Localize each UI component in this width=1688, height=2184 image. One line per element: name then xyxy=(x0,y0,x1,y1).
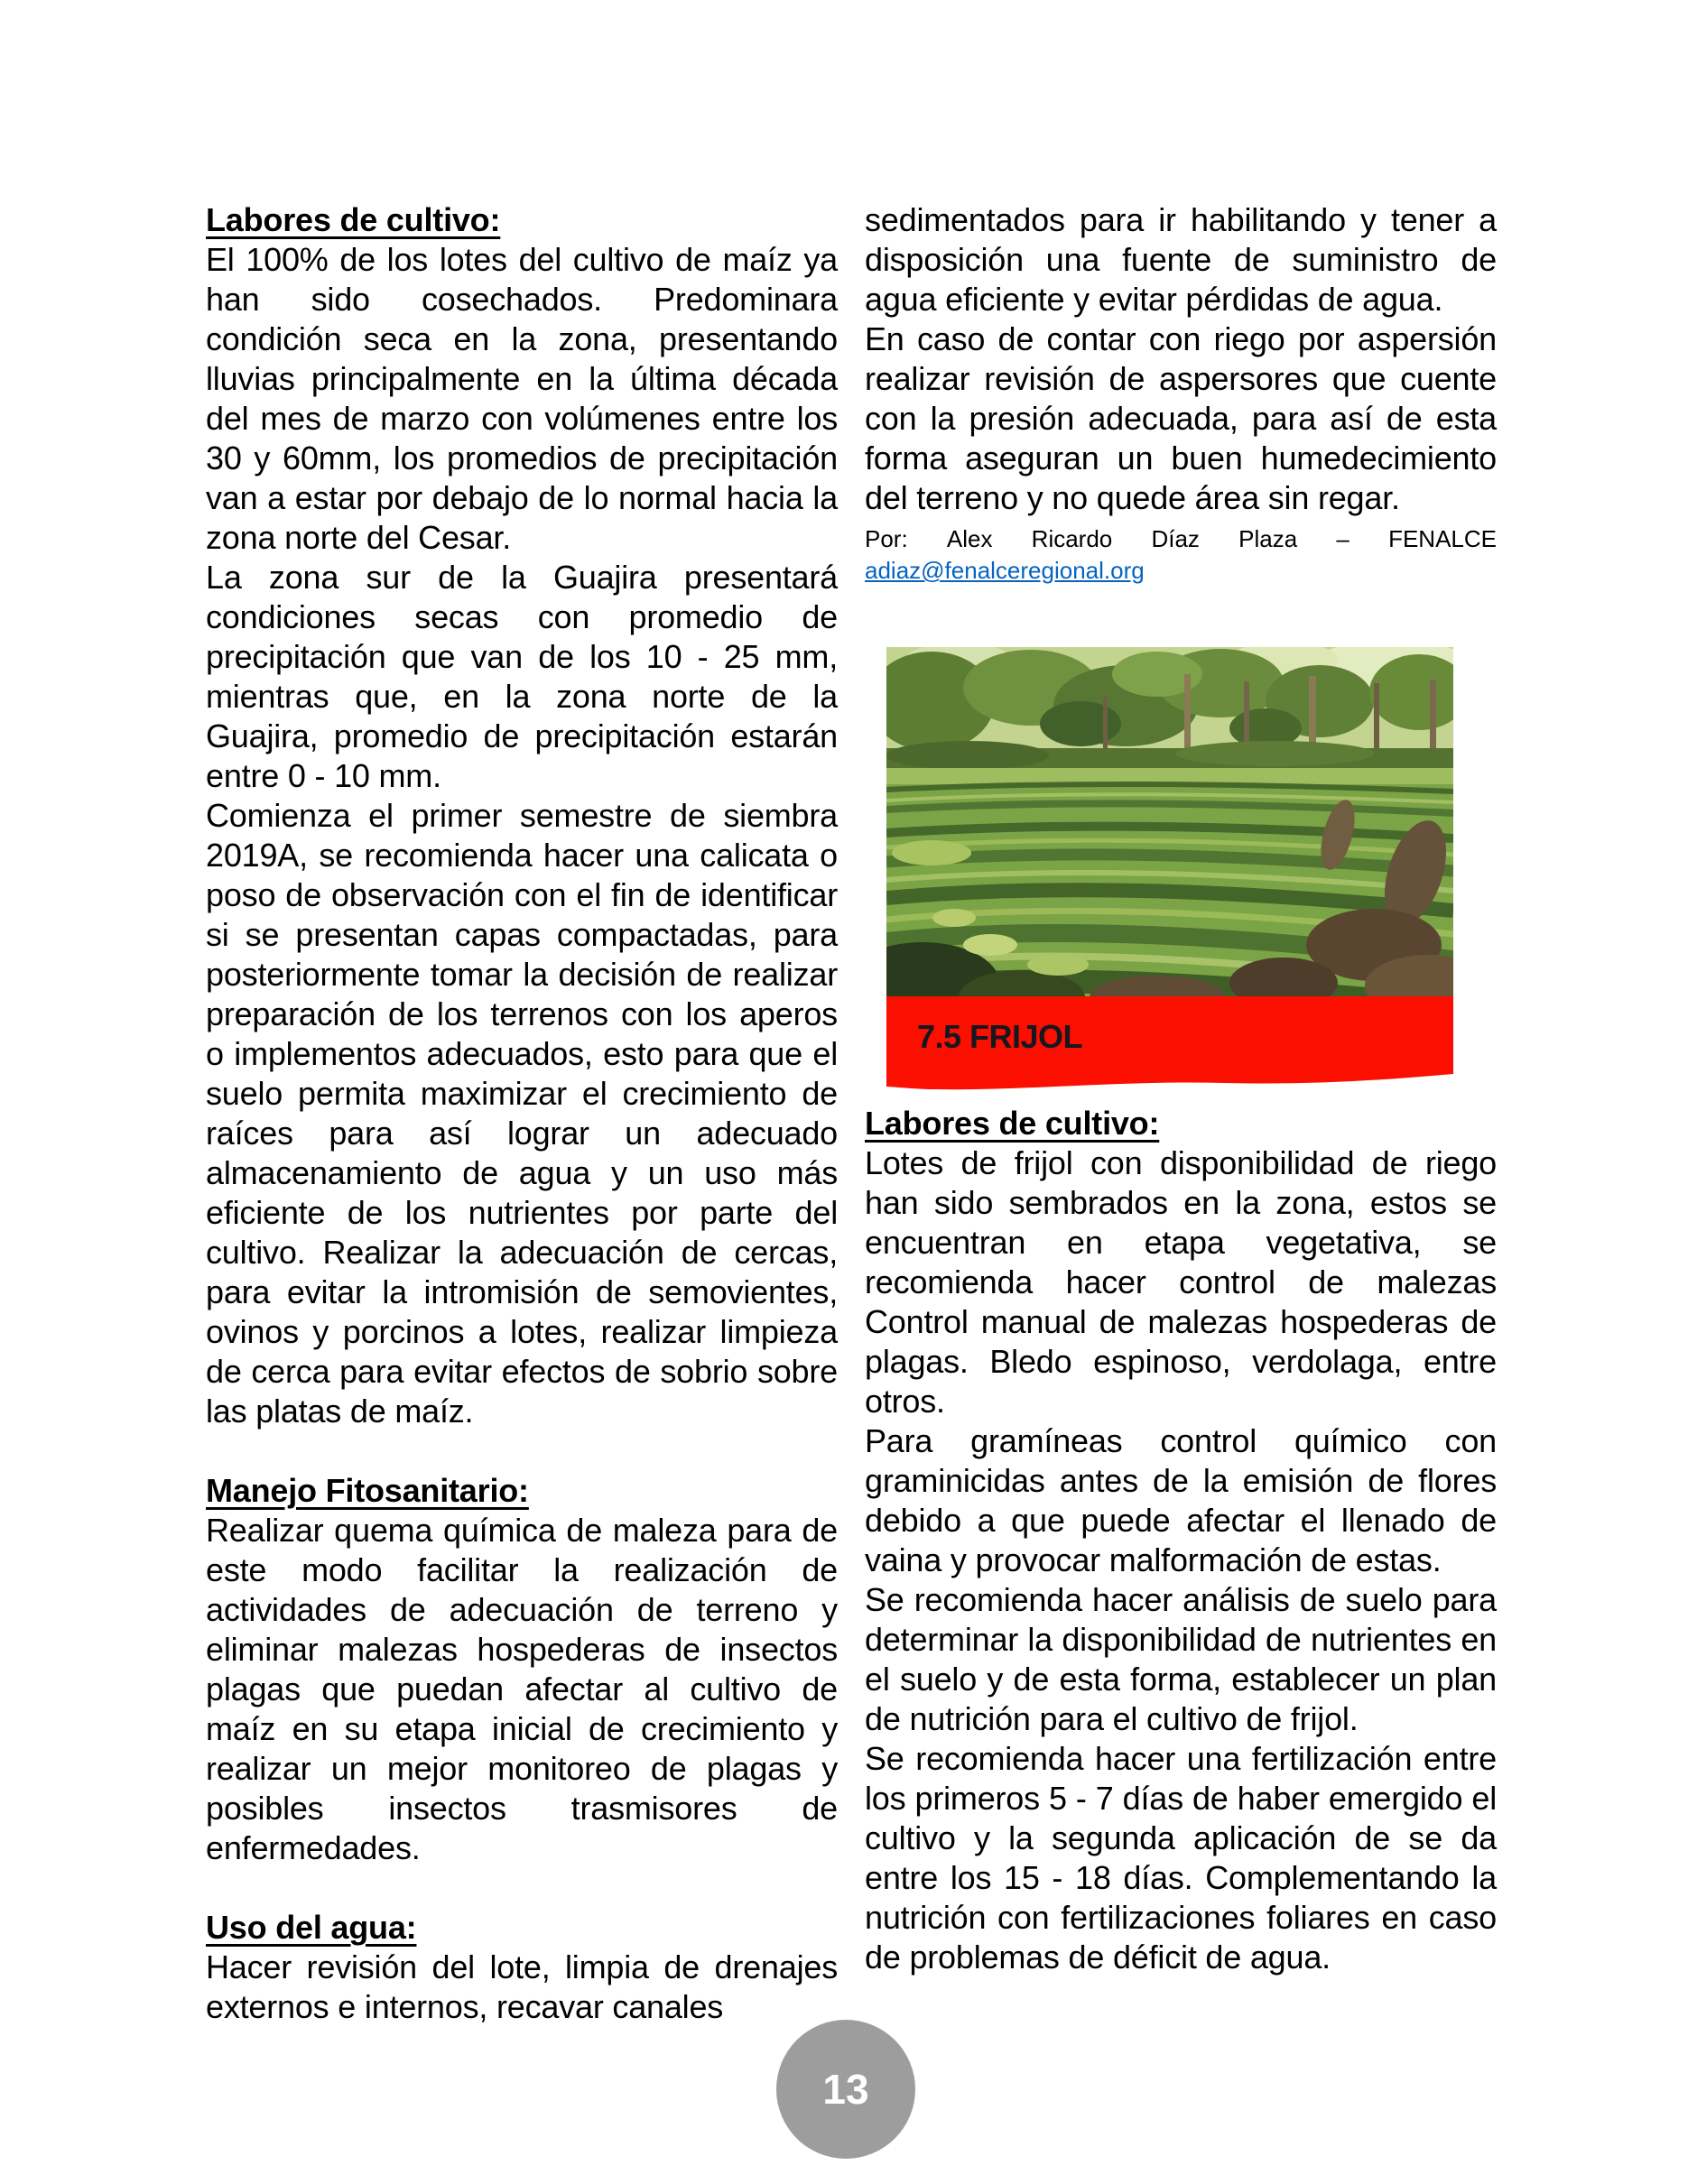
byline-part: Díaz xyxy=(1151,525,1200,552)
byline-part: Por: xyxy=(865,525,908,552)
bean-field-photo xyxy=(886,647,1453,996)
section-heading-uso-del-agua: Uso del agua: xyxy=(206,1909,417,1946)
byline xyxy=(865,523,1497,587)
right-column xyxy=(865,200,1497,1977)
byline-org: FENALCE xyxy=(1388,525,1497,552)
byline-author-row xyxy=(865,523,1497,555)
paragraph: sedimentados para ir habilitando y tener a disposición una fuente de suministro de agua eficiente y evitar pérdidas de agua. xyxy=(865,201,1497,318)
paragraph: Para gramíneas control químico con graminicidas antes de la emisión de flores debido a que puede afectar el llenado de vaina y provocar malformación de estas. xyxy=(865,1422,1497,1578)
byline-dash: – xyxy=(1336,525,1349,552)
paragraph: La zona sur de la Guajira presentará condiciones secas con promedio de precipitación que van de los 10 - 25 mm, mientras que, en la zona norte de la Guajira, promedio de precipitación estarán entre 0 - 10 mm. xyxy=(206,559,838,794)
section-heading-labores-maiz: Labores de cultivo: xyxy=(206,201,501,238)
byline-part: Plaza xyxy=(1238,525,1298,552)
email-link[interactable]: adiaz@fenalceregional.org xyxy=(865,557,1145,584)
left-column xyxy=(206,200,838,2027)
paragraph: Comienza el primer semestre de siembra 2019A, se recomienda hacer una calicata o poso de observación con el fin de identificar si se presentan capas compactadas, para posteriormente tomar la decisión de realizar preparación de los terrenos con los aperos o implementos adecuados, esto para que el suelo permita maximizar el crecimiento de raíces para así lograr un adecuado almacenamiento de agua y un uso más eficiente de los nutrientes por parte del cultivo. Realizar la adecuación de cercas, para evitar la intromisión de semovientes, ovinos y porcinos a lotes, realizar limpieza de cerca para evitar efectos de sobrio sobre las platas de maíz. xyxy=(206,797,838,1430)
section-banner-frijol xyxy=(886,996,1453,1091)
paragraph: Realizar quema química de maleza para de este modo facilitar la realización de actividades de adecuación de terreno y eliminar malezas hospederas de insectos plagas que puedan afectar al cultivo de maíz en su etapa inicial de crecimiento y realizar un mejor monitoreo de plagas y posibles insectos trasmisores de enfermedades. xyxy=(206,1512,838,1866)
page-number: 13 xyxy=(822,2066,869,2113)
banner-label: 7.5 FRIJOL xyxy=(917,1018,1083,1055)
section-heading-labores-frijol: Labores de cultivo: xyxy=(865,1105,1160,1142)
paragraph: Se recomienda hacer una fertilización entre los primeros 5 - 7 días de haber emergido el cultivo y la segunda aplicación de se da entre los 15 - 18 días. Complementando la nutrición con fertilizaciones foliares en caso de problemas de déficit de agua. xyxy=(865,1740,1497,1976)
byline-part: Ricardo xyxy=(1031,525,1113,552)
section-heading-manejo-fitosanitario: Manejo Fitosanitario: xyxy=(206,1472,529,1509)
paragraph: Lotes de frijol con disponibilidad de riego han sido sembrados en la zona, estos se encuentran en etapa vegetativa, se recomienda hacer control de malezas Control manual de malezas hospederas de plagas. Bledo espinoso, verdolaga, entre otros. xyxy=(865,1144,1497,1420)
page-number-badge xyxy=(776,2020,915,2159)
paragraph: Se recomienda hacer análisis de suelo para determinar la disponibilidad de nutrientes en el suelo y de esta forma, establecer un plan de nutrición para el cultivo de frijol. xyxy=(865,1581,1497,1737)
paragraph: El 100% de los lotes del cultivo de maíz ya han sido cosechados. Predominara condición seca en la zona, presentando lluvias principalmente en la última década del mes de marzo con volúmenes entre los 30 y 60mm, los promedios de precipitación van a estar por debajo de lo normal hacia la zona norte del Cesar. xyxy=(206,241,838,556)
paragraph: En caso de contar con riego por aspersión realizar revisión de aspersores que cuente con la presión adecuada, para así de esta forma aseguran un buen humedecimiento del terreno y no quede área sin regar. xyxy=(865,320,1497,516)
byline-part: Alex xyxy=(946,525,993,552)
paragraph: Hacer revisión del lote, limpia de drenajes externos e internos, recavar canales xyxy=(206,1948,838,2025)
